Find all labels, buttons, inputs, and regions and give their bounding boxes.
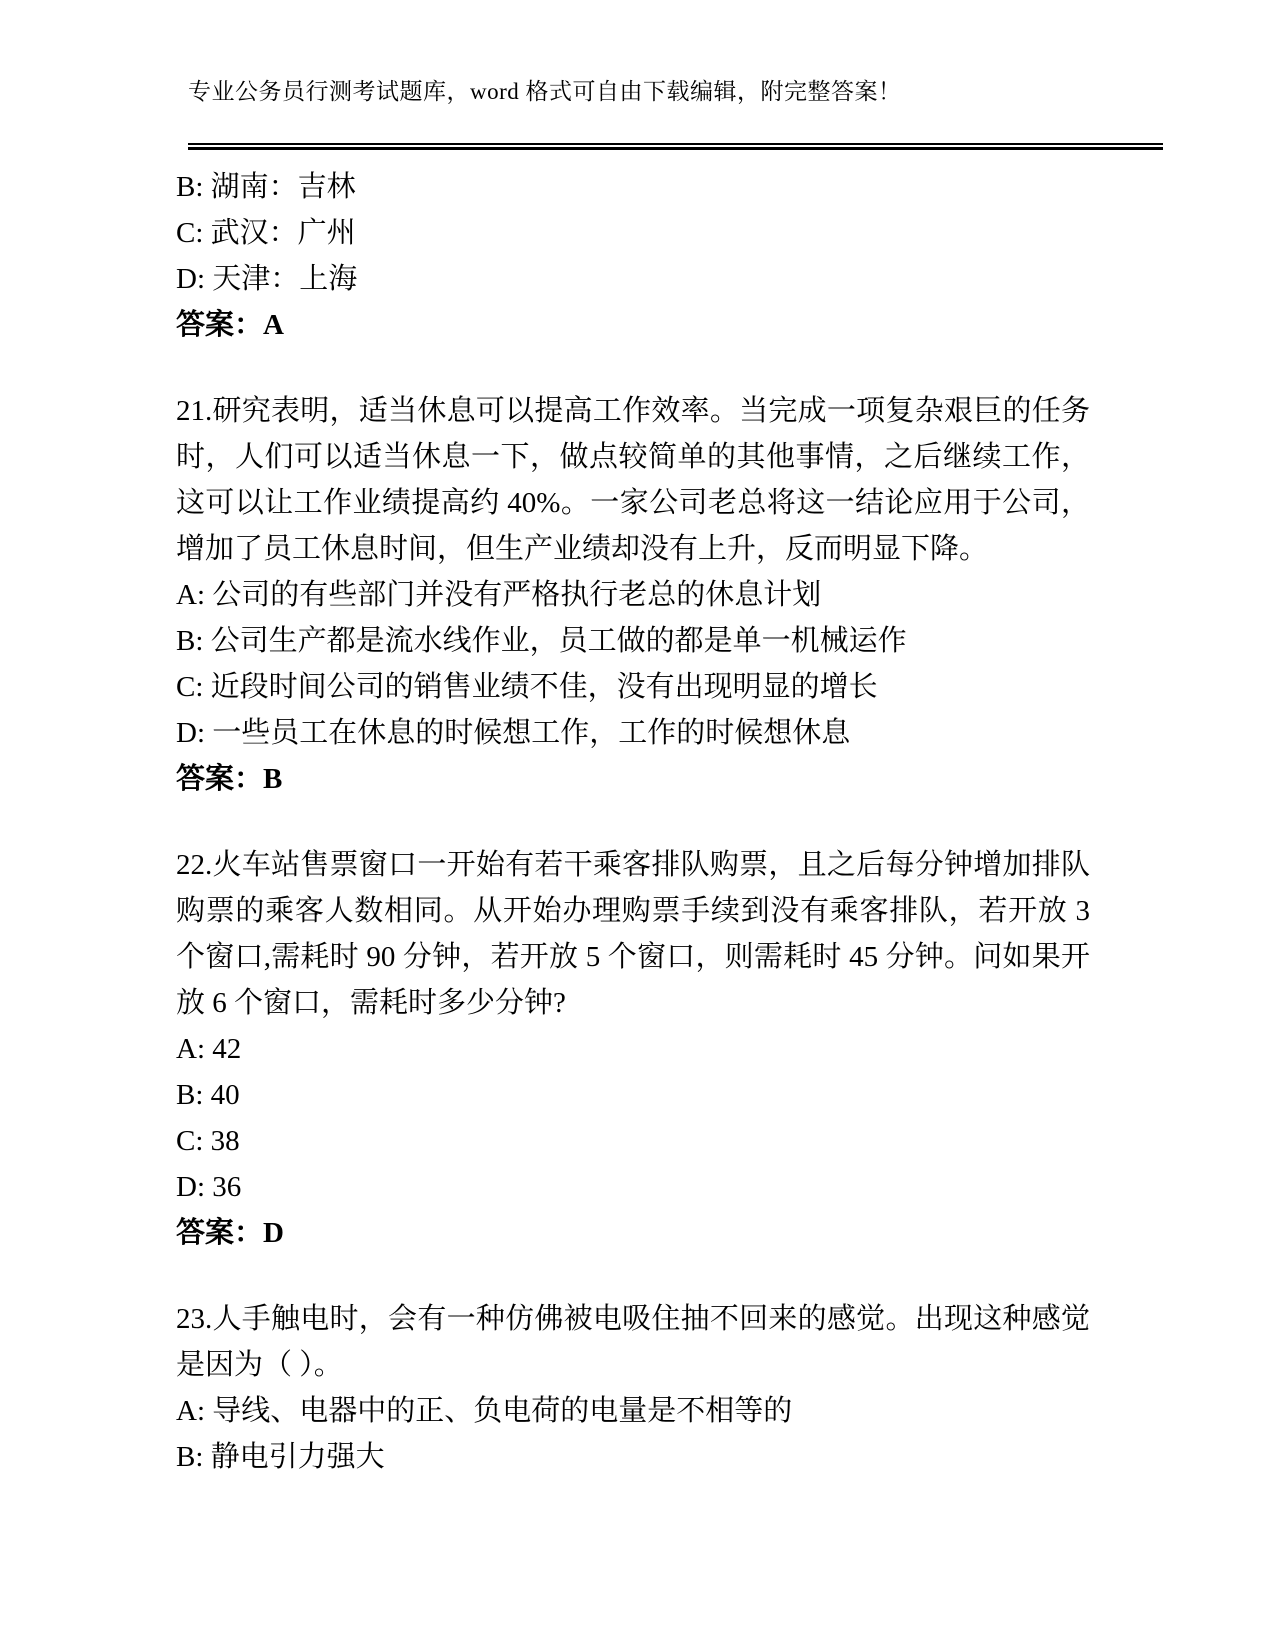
question-21: [176, 388, 1090, 802]
page-header: [188, 0, 1163, 150]
question-22: [176, 842, 1090, 1256]
option-c: C: 38: [176, 1125, 240, 1157]
question-stem: 22.火车站售票窗口一开始有若干乘客排队购票，且之后每分钟增加排队购票的乘客人数相同。从开始办理购票手续到没有乘客排队，若开放 3 个窗口,需耗时 90 分钟，若开放 5 个窗口，则需耗时 45 分钟。问如果开放 6 个窗口，需耗时多少分钟?: [176, 849, 1090, 1019]
option-c: C: 近段时间公司的销售业绩不佳，没有出现明显的增长: [176, 671, 878, 703]
header-title: 专业公务员行测考试题库，word 格式可自由下载编辑，附完整答案！: [188, 79, 902, 104]
answer-line: 答案：B: [176, 763, 283, 795]
option-d: D: 一些员工在休息的时候想工作，工作的时候想休息: [176, 717, 851, 749]
question-23: [176, 1296, 1090, 1480]
option-b: B: 静电引力强大: [176, 1441, 385, 1473]
option-a: A: 公司的有些部门并没有严格执行老总的休息计划: [176, 579, 822, 611]
option-a: A: 导线、电器中的正、负电荷的电量是不相等的: [176, 1395, 793, 1427]
option-b: B: 湖南：吉林: [176, 171, 356, 203]
question-20-continuation: [176, 164, 1090, 348]
answer-line: 答案：A: [176, 309, 284, 341]
option-a: A: 42: [176, 1033, 242, 1065]
answer-line: 答案：D: [176, 1217, 284, 1249]
option-d: D: 36: [176, 1171, 242, 1203]
question-stem: 21.研究表明，适当休息可以提高工作效率。当完成一项复杂艰巨的任务时，人们可以适当休息一下，做点较简单的其他事情，之后继续工作，这可以让工作业绩提高约 40%。一家公司老总将这一结论应用于公司，增加了员工休息时间，但生产业绩却没有上升，反而明显下降。: [176, 395, 1090, 565]
option-b: B: 40: [176, 1079, 240, 1111]
document-content: [176, 164, 1090, 1480]
question-stem: 23.人手触电时，会有一种仿佛被电吸住抽不回来的感觉。出现这种感觉是因为（ ）。: [176, 1303, 1090, 1381]
option-d: D: 天津：上海: [176, 263, 358, 295]
option-b: B: 公司生产都是流水线作业，员工做的都是单一机械运作: [176, 625, 907, 657]
option-c: C: 武汉：广州: [176, 217, 356, 249]
header-rule: [188, 143, 1163, 150]
